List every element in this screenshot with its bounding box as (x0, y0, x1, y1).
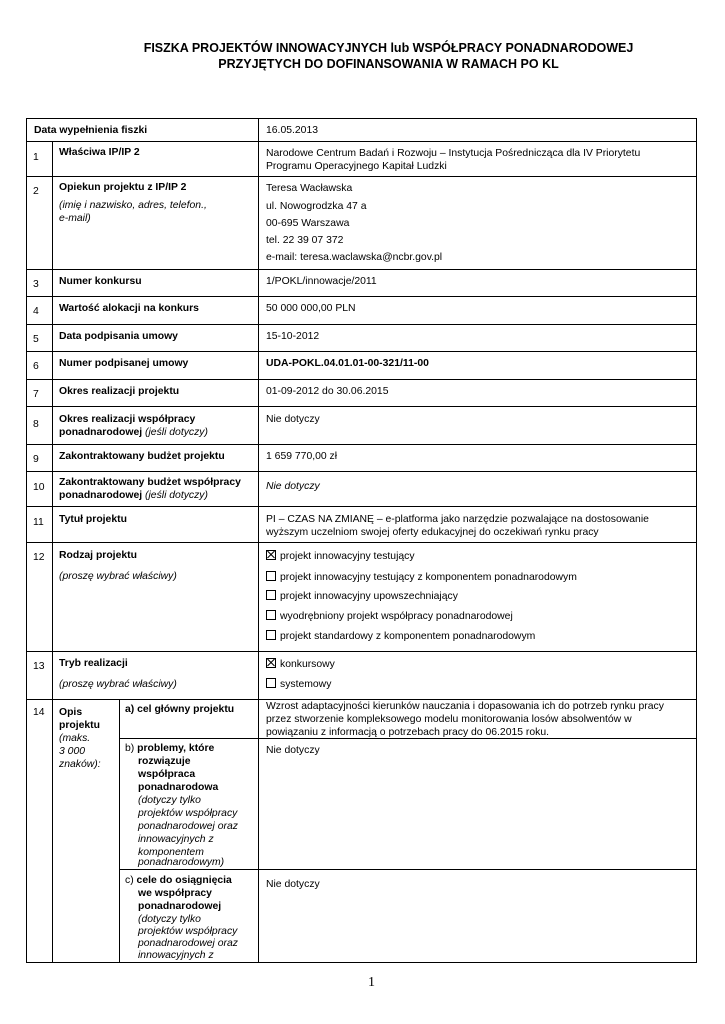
goals-note-line-1: (dotyczy tylko (138, 914, 201, 925)
checkbox-empty-icon[interactable] (266, 610, 276, 620)
problems-label (125, 742, 214, 755)
allocation-value-label: Wartość alokacji na konkurs (59, 303, 199, 314)
option-label: projekt innowacyjny upowszechniający (280, 591, 458, 602)
goals-note-line-3: ponadnarodowej oraz (138, 938, 238, 949)
contract-number-value: UDA-POKL.04.01.01-00-321/11-00 (266, 358, 429, 369)
project-title-value-line-2: wyższym uczelniom swojej oferty edukacyjnej do oczekiwań rynku pracy (266, 527, 599, 538)
row-number: 11 (33, 517, 44, 528)
title-line-2: PRZYJĘTYCH DO DOFINANSOWANIA W RAMACH PO KL (218, 57, 559, 71)
option-label: projekt innowacyjny testujący (280, 551, 415, 562)
contracted-budget-value: 1 659 770,00 zł (266, 451, 338, 462)
cooperation-period-value: Nie dotyczy (266, 414, 320, 425)
option-label: wyodrębniony projekt współpracy ponadnarodowej (280, 611, 513, 622)
option-label: konkursowy (280, 659, 335, 670)
project-type-option[interactable] (266, 610, 513, 623)
goals-note-line-4: innowacyjnych z (138, 950, 214, 961)
cooperation-period-label-line-1: Okres realizacji współpracy (59, 414, 196, 425)
checkbox-empty-icon[interactable] (266, 571, 276, 581)
problems-label-line-4: ponadnarodowa (138, 782, 219, 793)
cooperation-period-label-note: (jeśli dotyczy) (145, 427, 208, 438)
problems-note-line-3: ponadnarodowej oraz (138, 821, 238, 832)
project-title-label: Tytuł projektu (59, 514, 127, 525)
cooperation-budget-label-note: (jeśli dotyczy) (145, 490, 208, 501)
project-supervisor-note-line-1: (imię i nazwisko, adres, telefon., (59, 200, 207, 211)
fill-date-value: 16.05.2013 (266, 125, 319, 136)
contract-signing-date-label: Data podpisania umowy (59, 331, 178, 342)
row-number: 8 (33, 419, 39, 430)
problems-prefix: b) (125, 743, 135, 754)
row-number: 6 (33, 361, 39, 372)
implementation-mode-option[interactable] (266, 678, 331, 691)
checkbox-empty-icon[interactable] (266, 590, 276, 600)
implementation-mode-label: Tryb realizacji (59, 658, 128, 669)
allocation-value: 50 000 000,00 PLN (266, 303, 356, 314)
cooperation-budget-label-line-1: Zakontraktowany budżet współpracy (59, 477, 241, 488)
problems-note-line-4: innowacyjnych z (138, 834, 214, 845)
competition-number-label: Numer konkursu (59, 276, 142, 287)
responsible-ip-value-line-1: Narodowe Centrum Badań i Rozwoju – Instytucja Pośrednicząca dla IV Priorytetu (266, 148, 641, 159)
main-goal-value-line-3: powiązaniu z informacją o potrzebach pracy do 06.2015 roku. (266, 727, 550, 738)
row-number: 12 (33, 552, 45, 563)
supervisor-phone: tel. 22 39 07 372 (266, 235, 344, 246)
row-number: 3 (33, 279, 39, 290)
main-goal-label: a) cel główny projektu (125, 704, 235, 715)
row-number: 2 (33, 186, 39, 197)
row-number: 13 (33, 661, 45, 672)
option-label: projekt innowacyjny testujący z komponentem ponadnarodowym (280, 572, 577, 583)
project-period-value: 01-09-2012 do 30.06.2015 (266, 386, 389, 397)
project-description-note-line-3: znaków): (59, 759, 101, 770)
main-goal-value-line-2: przez stworzenie kompleksowego modelu monitorowania losów absolwentów w (266, 714, 632, 725)
problems-note-line-5: komponentem (138, 847, 204, 858)
cooperation-budget-label-line-2 (59, 489, 208, 502)
competition-number-value: 1/POKL/innowacje/2011 (266, 276, 377, 287)
project-type-option[interactable] (266, 550, 415, 563)
title-line-1: FISZKA PROJEKTÓW INNOWACYJNYCH lub WSPÓŁPRACY PONADNARODOWEJ (143, 41, 634, 55)
goals-value: Nie dotyczy (266, 879, 320, 890)
problems-label-line-1: problemy, które (137, 743, 215, 754)
goals-note-line-2: projektów współpracy (138, 926, 238, 937)
row-number: 14 (33, 707, 45, 718)
checkbox-checked-icon[interactable] (266, 550, 276, 560)
cooperation-budget-value: Nie dotyczy (266, 481, 320, 492)
checkbox-checked-icon[interactable] (266, 658, 276, 668)
project-description-label-line-1: Opis (59, 707, 83, 718)
document-title (0, 40, 725, 72)
row-number: 5 (33, 334, 39, 345)
project-type-option[interactable] (266, 590, 458, 603)
project-type-option[interactable] (266, 630, 535, 643)
supervisor-city: 00-695 Warszawa (266, 218, 350, 229)
problems-label-line-3: współpraca (138, 769, 196, 780)
responsible-ip-label: Właściwa IP/IP 2 (59, 147, 140, 158)
option-label: projekt standardowy z komponentem ponadnarodowym (280, 631, 536, 642)
project-description-label-line-2: projektu (59, 720, 100, 731)
problems-value: Nie dotyczy (266, 745, 320, 756)
goals-label-line-1: cele do osiągnięcia (136, 875, 232, 886)
project-title-value-line-1: PI – CZAS NA ZMIANĘ – e-platforma jako narzędzie pozwalające na dostosowanie (266, 514, 649, 525)
supervisor-name: Teresa Wacławska (266, 183, 353, 194)
row-number: 10 (33, 482, 45, 493)
cooperation-budget-label-bold: ponadnarodowej (59, 490, 143, 501)
contract-signing-date-value: 15-10-2012 (266, 331, 320, 342)
row-number: 1 (33, 152, 39, 163)
problems-label-line-2: rozwiązuje (138, 756, 191, 767)
row-number: 9 (33, 454, 39, 465)
project-description-note-line-1: (maks. (59, 733, 91, 744)
project-type-label: Rodzaj projektu (59, 550, 137, 561)
main-goal-value-line-1: Wzrost adaptacyjności kierunków nauczania i dopasowania ich do potrzeb rynku pracy (266, 701, 664, 712)
contracted-budget-label: Zakontraktowany budżet projektu (59, 451, 225, 462)
supervisor-street: ul. Nowogrodzka 47 a (266, 201, 367, 212)
responsible-ip-value-line-2: Programu Operacyjnego Kapitał Ludzki (266, 161, 447, 172)
implementation-mode-note: (proszę wybrać właściwy) (59, 679, 177, 690)
project-supervisor-note-line-2: e-mail) (59, 213, 91, 224)
option-label: systemowy (280, 679, 332, 690)
cooperation-period-label-line-2 (59, 426, 208, 439)
supervisor-email: e-mail: teresa.waclawska@ncbr.gov.pl (266, 252, 443, 263)
cooperation-period-label-bold: ponadnarodowej (59, 427, 143, 438)
project-period-label: Okres realizacji projektu (59, 386, 180, 397)
project-description-note-line-2: 3 000 (59, 746, 86, 757)
fill-date-label: Data wypełnienia fiszki (34, 125, 148, 136)
goals-prefix: c) (125, 875, 134, 886)
contract-number-label: Numer podpisanej umowy (59, 358, 189, 369)
row-number: 7 (33, 389, 39, 400)
problems-note-line-1: (dotyczy tylko (138, 795, 201, 806)
goals-label (125, 874, 232, 887)
row-number: 4 (33, 306, 39, 317)
implementation-mode-option[interactable] (266, 658, 335, 671)
project-type-note: (proszę wybrać właściwy) (59, 571, 177, 582)
checkbox-empty-icon[interactable] (266, 630, 276, 640)
project-type-option[interactable] (266, 571, 577, 584)
goals-label-line-3: ponadnarodowej (138, 901, 222, 912)
goals-label-line-2: we współpracy (138, 888, 212, 899)
checkbox-empty-icon[interactable] (266, 678, 276, 688)
problems-note-line-6: ponadnarodowym) (138, 857, 225, 868)
project-supervisor-label: Opiekun projektu z IP/IP 2 (59, 182, 187, 193)
problems-note-line-2: projektów współpracy (138, 808, 238, 819)
page-number: 1 (368, 975, 375, 990)
